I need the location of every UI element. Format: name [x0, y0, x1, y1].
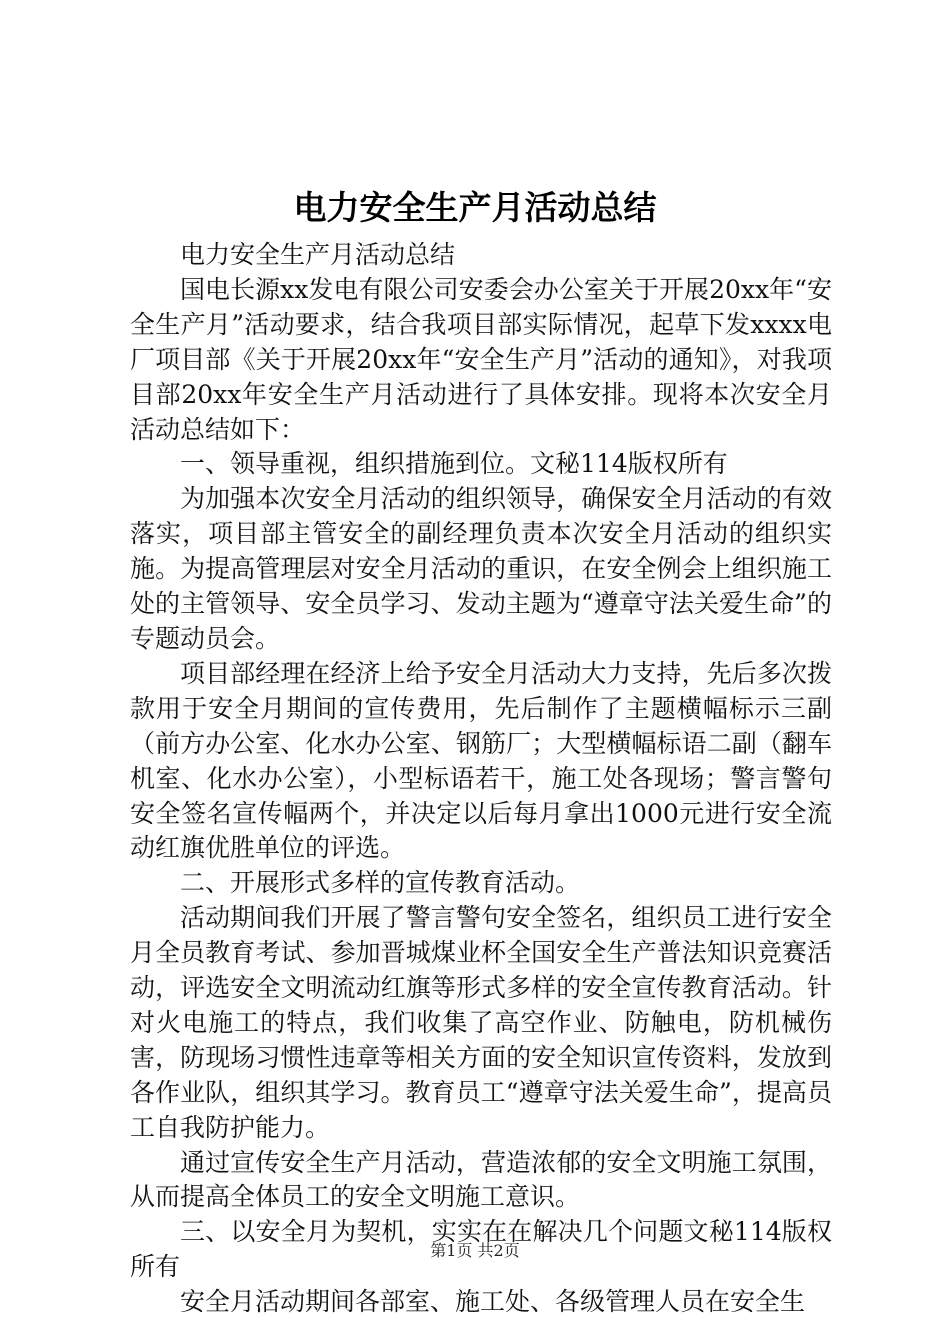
paragraph: 电力安全生产月活动总结: [180, 240, 456, 269]
section-heading: 三、以安全月为契机，实实在在解决几个问题文秘114版权所有: [130, 1217, 832, 1282]
document-body: [130, 238, 832, 1320]
paragraph: 通过宣传安全生产月活动，营造浓郁的安全文明施工氛围，从而提高全体员工的安全文明施工意识。: [130, 1147, 832, 1212]
section-heading: 二、开展形式多样的宣传教育活动。: [180, 868, 581, 898]
document-title: 电力安全生产月活动总结: [293, 188, 657, 227]
section-heading: 一、领导重视，组织措施到位。文秘114版权所有: [180, 449, 728, 479]
paragraph: 安全月活动期间各部室、施工处、各级管理人员在安全生: [180, 1287, 806, 1317]
paragraph: 为加强本次安全月活动的组织领导，确保安全月活动的有效落实，项目部主管安全的副经理负责本次安全月活动的组织实施。为提高管理层对安全月活动的重识，在安全例会上组织施工处的主管领导、安全员学习、发动主题为“遵章守法关爱生命”的专题动员会。: [130, 484, 832, 653]
paragraph: 国电长源xx发电有限公司安委会办公室关于开展20xx年“安全生产月”活动要求，结合我项目部实际情况，起草下发xxxx电厂项目部《关于开展20xx年“安全生产月”活动的通知》，对我项目部20xx年安全生产月活动进行了具体安排。现将本次安全月活动总结如下：: [130, 274, 832, 444]
paragraph: 项目部经理在经济上给予安全月活动大力支持，先后多次拨款用于安全月期间的宣传费用，先后制作了主题横幅标示三副（前方办公室、化水办公室、钢筋厂；大型横幅标语二副（翻车机室、化水办公室），小型标语若干，施工处各现场；警言警句安全签名宣传幅两个，并决定以后每月拿出1000元进行安全流动红旗优胜单位的评选。: [130, 658, 832, 863]
paragraph: 活动期间我们开展了警言警句安全签名，组织员工进行安全月全员教育考试、参加晋城煤业杯全国安全生产普法知识竞赛活动，评选安全文明流动红旗等形式多样的安全宣传教育活动。针对火电施工的特点，我们收集了高空作业、防触电，防机械伤害，防现场习惯性违章等相关方面的安全知识宣传资料，发放到各作业队，组织其学习。教育员工“遵章守法关爱生命”，提高员工自我防护能力。: [130, 903, 832, 1142]
page-footer: 第1页 共2页: [430, 1241, 520, 1260]
